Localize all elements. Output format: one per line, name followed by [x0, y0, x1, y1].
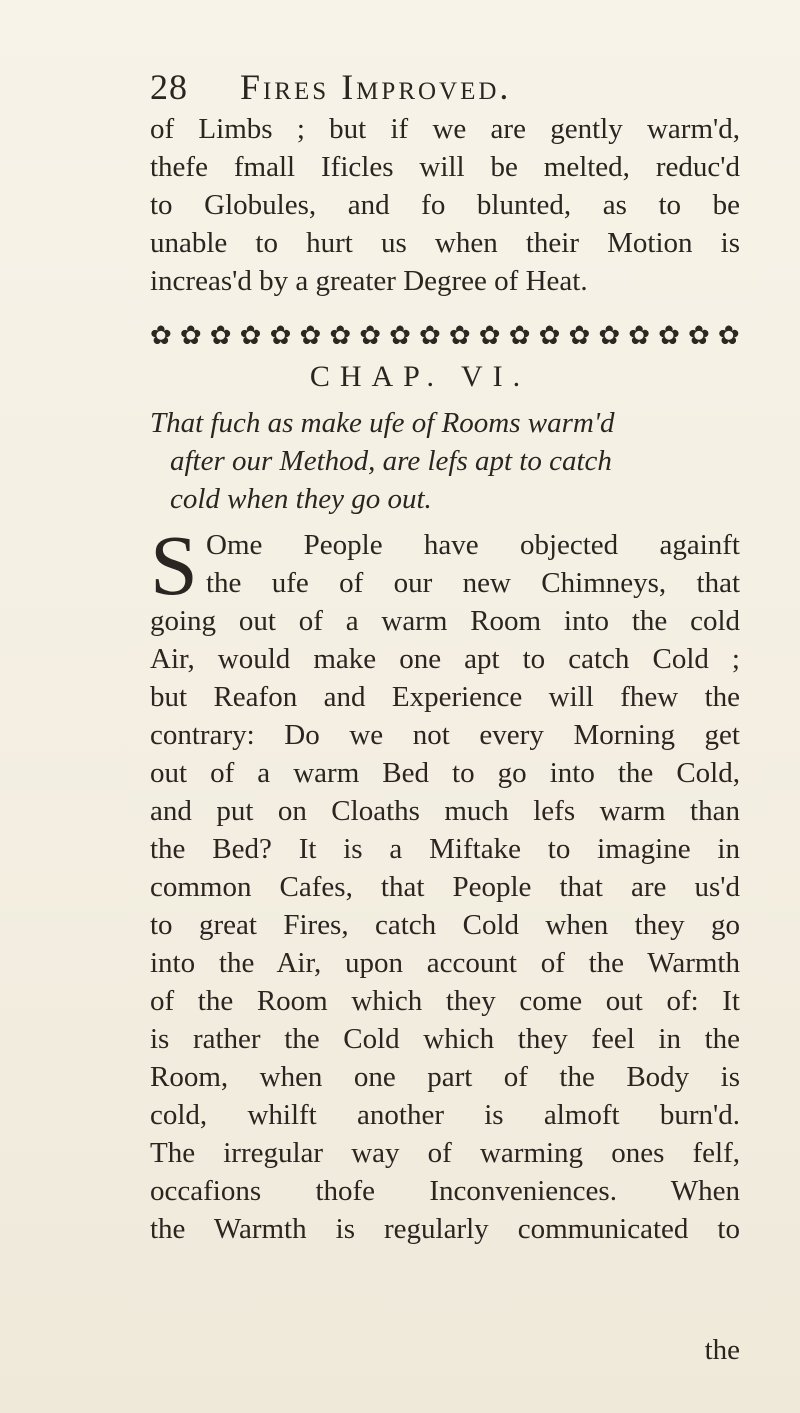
paragraph-body [150, 526, 740, 1248]
text-line: occafions thofe Inconveniences. When [150, 1175, 740, 1207]
text-line: the ufe of our new Chimneys, that [206, 567, 740, 599]
text-line: is rather the Cold which they feel in the [150, 1023, 740, 1055]
text-line: increas'd by a greater Degree of Heat. [150, 265, 588, 297]
text-line: The irregular way of warming ones felf, [150, 1137, 740, 1169]
text-line: of Limbs ; but if we are gently warm'd, [150, 113, 740, 145]
chapter-heading: CHAP. VI. [309, 360, 531, 393]
subtitle-line: after our Method, are lefs apt to catch [170, 445, 612, 477]
running-head: Fires Improved. [240, 67, 512, 107]
text-line: unable to hurt us when their Motion is [150, 227, 740, 259]
text-line: and put on Cloaths much lefs warm than [150, 795, 740, 827]
text-line: thefe fmall Ificles will be melted, reduc'd [150, 151, 740, 183]
text-line: of the Room which they come out of: It [150, 985, 740, 1017]
text-line: Ome People have objected againft [206, 529, 740, 561]
text-line: the Bed? It is a Miftake to imagine in [150, 833, 740, 865]
text-line: the Warmth is regularly communicated to [150, 1213, 740, 1245]
paragraph-continued [150, 110, 740, 300]
drop-cap: S [150, 517, 198, 613]
text-line: going out of a warm Room into the cold [150, 605, 740, 637]
text-line: to Globules, and fo blunted, as to be [150, 189, 740, 221]
chapter-subtitle [150, 404, 740, 518]
page-header [150, 66, 710, 108]
text-line: into the Air, upon account of the Warmth [150, 947, 740, 979]
subtitle-line: That fuch as make ufe of Rooms warm'd [150, 407, 615, 439]
text-line: Room, when one part of the Body is [150, 1061, 740, 1093]
subtitle-line: cold when they go out. [170, 483, 432, 515]
page-number: 28 [150, 67, 188, 107]
text-line: Air, would make one apt to catch Cold ; [150, 643, 740, 675]
fleuron-row-icon: ✿ ✿ ✿ ✿ ✿ ✿ ✿ ✿ ✿ ✿ ✿ ✿ ✿ ✿ ✿ ✿ ✿ ✿ ✿ ✿ [150, 321, 740, 350]
text-line: to great Fires, catch Cold when they go [150, 909, 740, 941]
text-line: but Reafon and Experience will fhew the [150, 681, 740, 713]
text-line: out of a warm Bed to go into the Cold, [150, 757, 740, 789]
catchword: the [704, 1334, 740, 1366]
text-line: contrary: Do we not every Morning get [150, 719, 740, 751]
text-line: common Cafes, that People that are us'd [150, 871, 740, 903]
text-line: cold, whilft another is almoft burn'd. [150, 1099, 740, 1131]
